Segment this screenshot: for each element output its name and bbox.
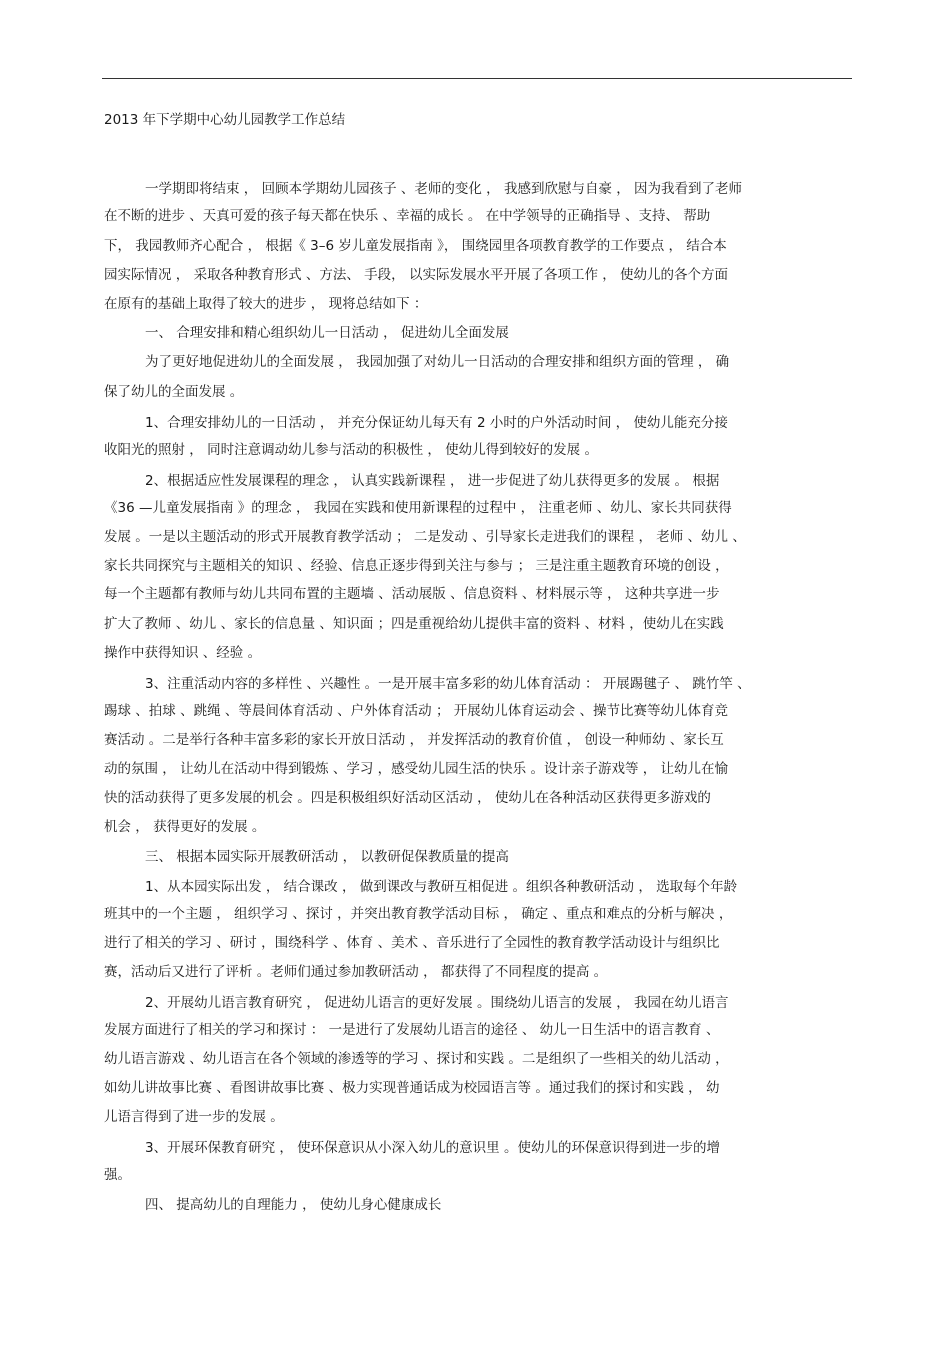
text-line: 1、从本园实际出发 ， 结合课改 ， 做到课改与教研互相促进 。组织各种教研活动 ， 选取每个年龄 xyxy=(145,879,738,895)
text-line: 班其中的一个主题 ， 组织学习 、探讨 ，并突出教育教学活动目标 ， 确定 、重点和难点的分析与解决 ， xyxy=(104,906,733,922)
text-line: 2、开展幼儿语言教育研究 ， 促进幼儿语言的更好发展 。围绕幼儿语言的发展 ， 我园在幼儿语言 xyxy=(145,995,729,1011)
header-rule xyxy=(102,78,852,79)
text-line: 家长共同探究与主题相关的知识 、经验、信息正逐步得到关注与参与 ； 三是注重主题教育环境的创设 ， xyxy=(104,558,729,574)
section-heading: 三、 根据本园实际开展教研活动 ， 以教研促保教质量的提高 xyxy=(145,849,509,865)
text-line: 《36 —儿童发展指南 》的理念 ， 我园在实践和使用新课程的过程中 ， 注重老师 、幼儿、家长共同获得 xyxy=(104,500,732,516)
text-line: 3、注重活动内容的多样性 、兴趣性 。一是开展丰富多彩的幼儿体育活动 ： 开展踢毽子 、 跳竹竿 、 xyxy=(145,676,751,692)
text-line: 1、合理安排幼儿的一日活动 ， 并充分保证幼儿每天有 2 小时的户外活动时间 ， 使幼儿能充分接 xyxy=(145,415,728,431)
page-title: 2013 年下学期中心幼儿园教学工作总结 xyxy=(104,112,346,128)
text-line: 赛，活动后又进行了评析 。老师们通过参加教研活动 ， 都获得了不同程度的提高 。 xyxy=(104,964,608,980)
text-line: 下， 我园教师齐心配合 ， 根据《 3–6 岁儿童发展指南 》， 围绕园里各项教育教学的工作要点 ， 结合本 xyxy=(104,238,727,254)
text-line: 发展方面进行了相关的学习和探讨 ： 一是进行了发展幼儿语言的途径 、 幼儿一日生活中的语言教育 、 xyxy=(104,1022,720,1038)
text-line: 快的活动获得了更多发展的机会 。四是积极组织好活动区活动 ， 使幼儿在各种活动区获得更多游戏的 xyxy=(104,790,711,806)
text-line: 在不断的进步 、天真可爱的孩子每天都在快乐 、幸福的成长 。 在中学领导的正确指导 、支持、 帮助 xyxy=(104,208,711,224)
text-line: 动的氛围 ， 让幼儿在活动中得到锻炼 、学习 ，感受幼儿园生活的快乐 。设计亲子游戏等 ， 让幼儿在愉 xyxy=(104,761,729,777)
text-line: 进行了相关的学习 、研讨 ，围绕科学 、体育 、美术 、音乐进行了全园性的教育教学活动设计与组织比 xyxy=(104,935,720,951)
text-line: 每一个主题都有教师与幼儿共同布置的主题墙 、活动展版 、信息资料 、材料展示等 ， 这种共享进一步 xyxy=(104,586,720,602)
text-line: 3、开展环保教育研究 ， 使环保意识从小深入幼儿的意识里 。使幼儿的环保意识得到进一步的增 xyxy=(145,1140,720,1156)
text-line: 强。 xyxy=(104,1167,131,1183)
text-line: 赛活动 。二是举行各种丰富多彩的家长开放日活动 ， 并发挥活动的教育价值 ， 创设一种师幼 、家长互 xyxy=(104,732,724,748)
section-heading: 一、 合理安排和精心组织幼儿一日活动 ， 促进幼儿全面发展 xyxy=(145,325,509,341)
text-line: 为了更好地促进幼儿的全面发展 ， 我园加强了对幼儿一日活动的合理安排和组织方面的管理 ， 确 xyxy=(145,354,730,370)
text-line: 在原有的基础上取得了较大的进步 ， 现将总结如下 ： xyxy=(104,296,428,312)
text-line: 2、根据适应性发展课程的理念 ， 认真实践新课程 ， 进一步促进了幼儿获得更多的发展 。 根据 xyxy=(145,473,720,489)
section-heading: 四、 提高幼儿的自理能力 ， 使幼儿身心健康成长 xyxy=(145,1197,442,1213)
text-line: 机会 ， 获得更好的发展 。 xyxy=(104,819,266,835)
text-line: 踢球 、拍球 、跳绳 、等晨间体育活动 、户外体育活动 ； 开展幼儿体育运动会 、操节比赛等幼儿体育竞 xyxy=(104,703,729,719)
text-line: 操作中获得知识 、经验 。 xyxy=(104,645,262,661)
text-line: 收阳光的照射 ， 同时注意调动幼儿参与活动的积极性 ， 使幼儿得到较好的发展 。 xyxy=(104,442,598,458)
text-line: 扩大了教师 、幼儿 、家长的信息量 、知识面 ；四是重视给幼儿提供丰富的资料 、材料 ，使幼儿在实践 xyxy=(104,616,724,632)
text-line: 发展 。一是以主题活动的形式开展教育教学活动 ； 二是发动 、引导家长走进我们的课程 ， 老师 、幼儿 、 xyxy=(104,529,746,545)
text-line: 园实际情况 ， 采取各种教育形式 、方法、 手段， 以实际发展水平开展了各项工作 ， 使幼儿的各个方面 xyxy=(104,267,729,283)
text-line: 儿语言得到了进一步的发展 。 xyxy=(104,1109,284,1125)
text-line: 一学期即将结束 ， 回顾本学期幼儿园孩子 、老师的变化 ， 我感到欣慰与自豪 ， 因为我看到了老师 xyxy=(145,181,743,197)
text-line: 保了幼儿的全面发展 。 xyxy=(104,384,244,400)
text-line: 如幼儿讲故事比赛 、看图讲故事比赛 、极力实现普通话成为校园语言等 。通过我们的探讨和实践 ， 幼 xyxy=(104,1080,720,1096)
text-line: 幼儿语言游戏 、幼儿语言在各个领域的渗透等的学习 、探讨和实践 。二是组织了一些相关的幼儿活动 ， xyxy=(104,1051,729,1067)
